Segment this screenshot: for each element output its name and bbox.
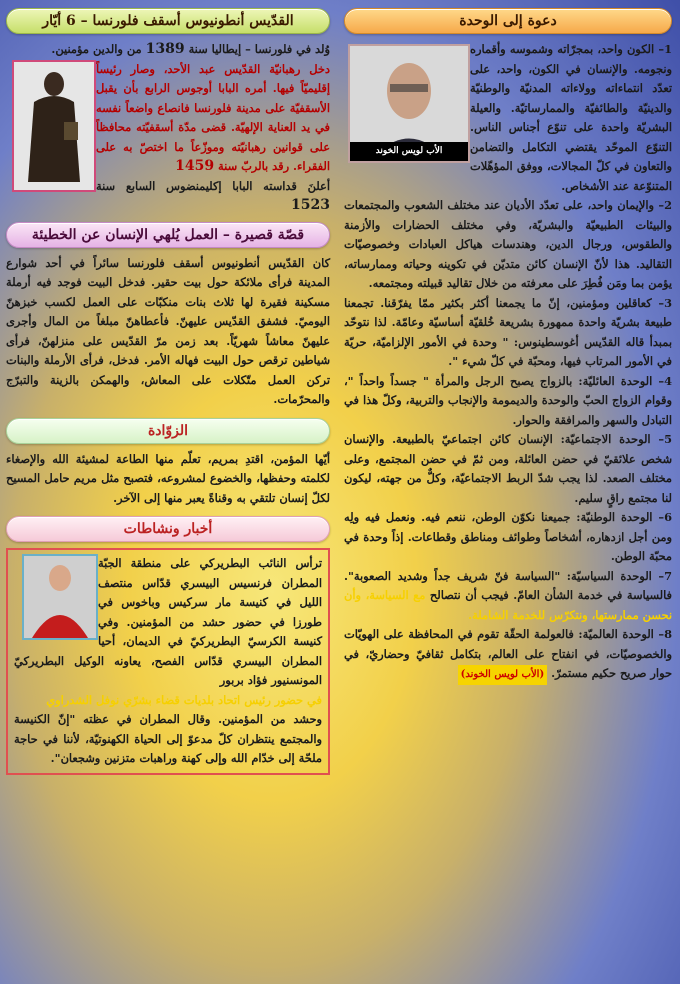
left-column [6, 8, 330, 978]
saint-year3: 1523 [291, 197, 330, 213]
saint-p1-text: وُلد في فلورنسا – إيطاليا سنة [188, 42, 330, 56]
unity-s6: 6– الوحدة الوطنيّة: جميعنا نكوّن الوطن، ننعم فيه. ونعمل فيه ولِه ومن أجل ازدهاره، أشخاصاً وطوائف ومناطق وقطاعات. إذاً وحدة في محبّة الوطن. [344, 510, 672, 563]
saint-p3-text: أعلنَ قداسته البابا إكليمنضوس السابع سنة [96, 178, 330, 193]
news-title: أخبار ونشاطات [6, 516, 330, 542]
saint-p2-text: دخل رهبانيّة القدّيس عبد الأحد، وصار رئيساً إقليميّاً فيها. أمره البابا أوجوس الرابع بأن يقبل الأسقفيّة على مدينة فلورنسا فانصاع واضعاً نفسه في يد العناية الإلهيّة. قضى مدّة أسقفيّته محافظاً على قوانين رهبانيّته وموزّعاً ما اختصّ به على الفقراء. رقد بالربّ سنة [96, 61, 330, 173]
author-photo [348, 44, 470, 163]
unity-s7 [344, 567, 672, 626]
saint-title: القدّيس أنطونيوس أسقف فلورنسا – 6 أيّار [6, 8, 330, 34]
zawada-text: أيّها المؤمن، اقتدِ بمريم، تعلّم منها الطاعة لمشيئة الله والإصغاء لكلمته وحفظها، والخضوع لمشروعه، فتصبح مثل مريم حامل المسيح لكلّ إنسان تلتقي به وقناةً يعبر منها إلى الآخر. [6, 451, 330, 505]
unity-s2: 2– والإيمان واحد، على تعدّد الأديان عند مختلف الشعوب والمجتمعات والبيئات الطبيعيّة والبشريّة، وفي مختلف الحضارات والأزمنة والطقوس، ورجال الدين، وهندسات هياكل العبادات وخصوصيّات التقاليد. هذا لأنّ الإنسان كائن متديّن في تكوينه وحياته وممارساته، يؤمن بما ومَن فُطِرَ على معرفته من خلال تقاليد قبيلته ومجتمعه. [344, 198, 672, 290]
zawada-title: الزوّادة [6, 418, 330, 444]
saint-p1 [6, 40, 330, 60]
saint-year2: 1459 [175, 158, 215, 174]
unity-s7a: 7– الوحدة السياسيّة: "السياسة فنّ شريف جداً وشديد الصعوبة". فالسياسة في خدمة الشأن العامّ. فيجب أن نتصالح [344, 568, 672, 602]
zawada-article [6, 450, 330, 509]
unity-s1: 1– الكون واحد، بمجرّاته وشموسه وأقماره ونجومه. والإنسان في الكون، واحد، على تعدّد انتماءاته وولاءاته المدنيّة والوطنيّة والدينيّة والطائفيّة والممارساتيّة. والعيلة البشريّة واحدة على تنوّع أجناس الناس. التنوّع الموحّد يقتضي التكامل والتضامن والتعاون في كلّ المجالات، ووفق المؤهّلات المتنوّعة عند الأشخاص. [470, 42, 672, 193]
story-article [6, 254, 330, 410]
news-p2: في حضور رئيس اتحاد بلديات قضاء بشرّي نوفل الشدراوي [46, 692, 322, 707]
news-p3: وحشد من المؤمنين. وقال المطران في عظته "إنّ الكنيسة والمجتمع ينتظران كلّ مدعوّ إلى الحياة الكهنوتيّة، لأننا في حاجة ملحّة إلى خدّام الله وإلى كهنة وراهبات متزنين وشجعان". [14, 712, 322, 765]
unity-article [344, 40, 672, 685]
unity-s8-text: 8– الوحدة العالميّة: فالعولمة الحقّة تقوم في المحافظة على الهويّات والخصوصيّات، في انفتاح على العالم، بتكامل ثقافيّ وحضاريّ، في حوار صريح حكيم مستمرّ. [344, 627, 672, 680]
story-title: قصّة قصيرة – العمل يُلهي الإنسان عن الخطيئة [6, 222, 330, 248]
saint-year1: 1389 [145, 41, 185, 57]
unity-title: دعوة إلى الوحدة [344, 8, 672, 34]
news-box [6, 548, 330, 775]
saint-image [12, 60, 96, 192]
saint-statue-icon [14, 62, 94, 190]
unity-s4: 4– الوحدة العائليّة: بالزواج يصبح الرجل والمرأة " جسداً واحداً "، وقوام الزواج الحبّ والوحدة والديمومة والإنجاب والتربية، وكلّ هذا في التبادل والسهر والمرافقة والحوار. [344, 373, 672, 427]
saint-p1b-text: من والدين مؤمنين. [51, 42, 142, 56]
unity-s5: 5– الوحدة الاجتماعيّة: الإنسان كائن اجتماعيّ بالطبيعة. والإنسان شخص علائقيّ في حضن العائلة، ومن ثمّ في حضن المجتمع، وعلى مختلف الصعد. لذا يجب شدّ الربط الاجتماعيّة، وكلٌّ من جهته، ليكون لنا مجتمع راقٍ سليم. [344, 432, 672, 505]
author-caption: الأب لويس الخوند [350, 142, 468, 162]
saint-article [6, 40, 330, 216]
signature: (الأب لويس الخوند) [458, 665, 548, 685]
right-column [344, 8, 672, 978]
story-text: كان القدّيس أنطونيوس أسقف فلورنسا سائراً في أحد شوارع المدينة فرأى ملائكة حول بيت حقير. فدخل البيت فوجد فيه أرملة مسكينة فقيرة لها ثلاث بنات منكبّات على العمل لكسب خبزهنّ اليوميّ. فشفق القدّيس عليهنّ. فأعطاهنّ مبلغاً من المال وأجرى عليهنّ معاشاً شهريّاً. بعد زمن مرّ القدّيس على منزلهنّ، فرأى شياطين ترقص حول البيت فهاله الأمر. فدخل، فرأى الأرملة والبنات تركن العمل متّكلات على المعاش، والهمكن بالزينة والتبرّج والمحرّمات. [6, 255, 330, 406]
unity-s7b: مع السياسة، وأن نحسن ممارستها، ونتكرّس للخدمة الشاملة. [344, 588, 672, 622]
news-p1: ترأس النائب البطريركي على منطقة الجبّة المطران فرنسيس البيسري قدّاس منتصف الليل في كنيسة مار سركيس وباخوس في طورزا في حضور حشد من المؤمنين. وفي كنيسة الكرسيّ البطريركيّ في الديمان، أحيا المطران البيسري قدّاس الفصح، يعاونه الوكيل البطريركيّ المونسنيور فؤاد بربور [14, 556, 322, 687]
unity-s3: 3– كعاقلين ومؤمنين، إنّ ما يجمعنا أكثر بكثير ممّا يفرّقنا. تجمعنا طبيعة بشريّة واحدة ممهورة بشريعة خُلقيّة أساسيّة وعامّة. لذا نتوحّد بمبدأ قاله القدّيس أغوسطينوس: " وحدة في الأمور الإلزاميّة، حريّة في الأمور المرتاب فيها، ومحبّة في كلّ شيء ". [344, 295, 672, 368]
priest-photo [22, 554, 98, 640]
priest-portrait-icon [24, 556, 96, 638]
unity-s8 [344, 625, 672, 685]
